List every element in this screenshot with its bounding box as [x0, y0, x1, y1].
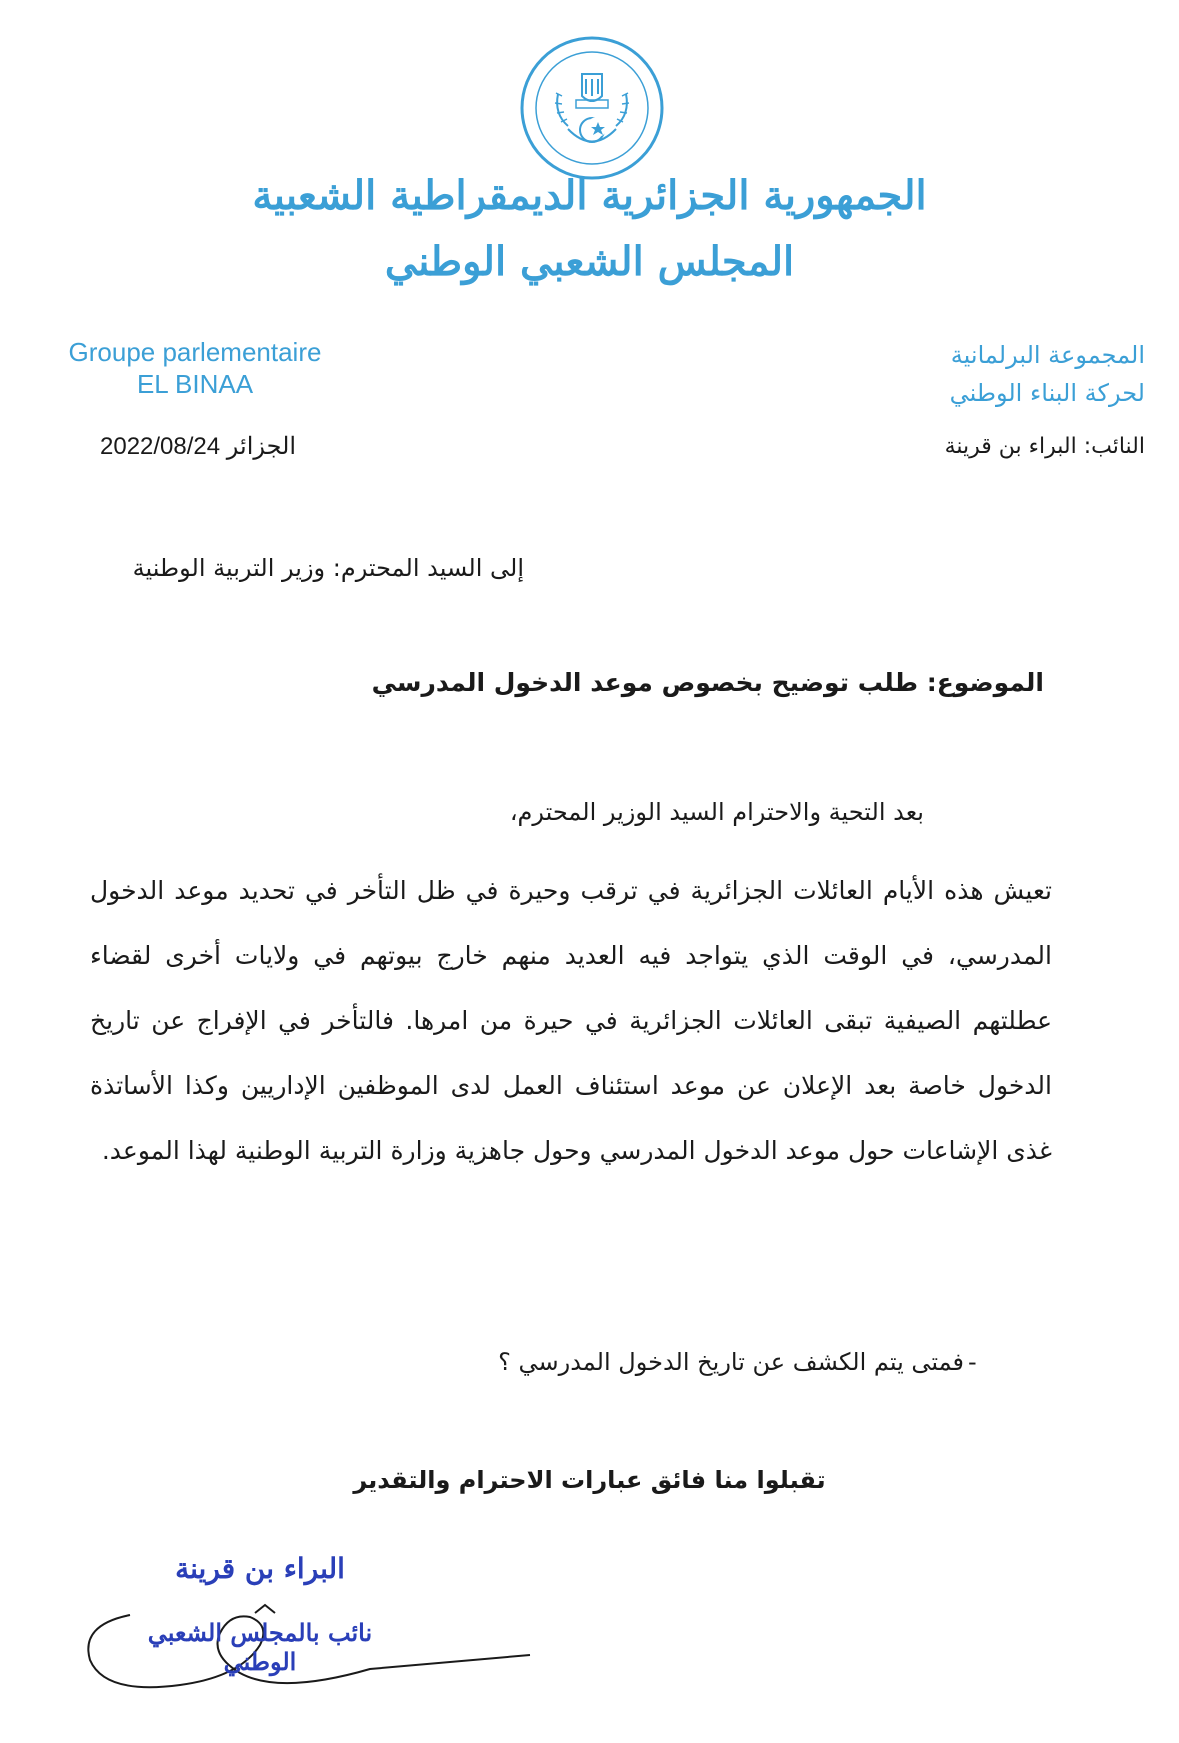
place: الجزائر	[226, 433, 297, 460]
greeting-line: بعد التحية والاحترام السيد الوزير المحترم،	[509, 798, 924, 826]
algeria-emblem-icon	[518, 34, 666, 182]
group-name-ar	[845, 336, 1145, 412]
signature-title: نائب بالمجلس الشعبي الوطني	[147, 1618, 373, 1676]
closing-line: تقبلوا منا فائق عبارات الاحترام والتقدير	[353, 1466, 826, 1494]
signature-name: البراء بن قرينة	[175, 1552, 345, 1585]
letter-body: تعيش هذه الأيام العائلات الجزائرية في ترقب وحيرة في ظل التأخر في تحديد موعد الدخول المدرسي، في الوقت الذي يتواجد فيه العديد منهم خارج بيوتهم في ولايات أخرى لقضاء عطلتهم الصيفية تبقى العائلات الجزائرية في حيرة من امرها. فالتأخر في الإفراج عن تاريخ الدخول خاصة بعد الإعلان عن موعد استئناف العمل لدى الموظفين الإداريين وكذا الأساتذة غذى الإشاعات حول موعد الدخول المدرسي وحول جاهزية وزارة التربية الوطنية لهذا الموعد.	[90, 876, 1052, 1165]
date: 2022/08/24	[100, 433, 221, 460]
question-line: فمتى يتم الكشف عن تاريخ الدخول المدرسي ؟	[498, 1348, 964, 1376]
republic-title: الجمهورية الجزائرية الديمقراطية الشعبية	[252, 172, 927, 219]
group-fr-line1: Groupe parlementaire	[68, 337, 322, 367]
deputy-line: النائب: البراء بن قرينة	[944, 434, 1145, 459]
assembly-title: المجلس الشعبي الوطني	[384, 238, 795, 285]
place-date	[100, 432, 296, 461]
group-fr-line2: EL BINAA	[136, 369, 254, 399]
group-ar-line1: المجموعة البرلمانية	[950, 341, 1145, 369]
recipient-line: إلى السيد المحترم: وزير التربية الوطنية	[132, 554, 524, 582]
bullet-dash: -	[968, 1348, 977, 1376]
group-ar-line2: لحركة البناء الوطني	[949, 379, 1145, 407]
group-name-fr	[40, 336, 350, 400]
subject-line: الموضوع: طلب توضيح بخصوص موعد الدخول المدرسي	[371, 668, 1044, 697]
